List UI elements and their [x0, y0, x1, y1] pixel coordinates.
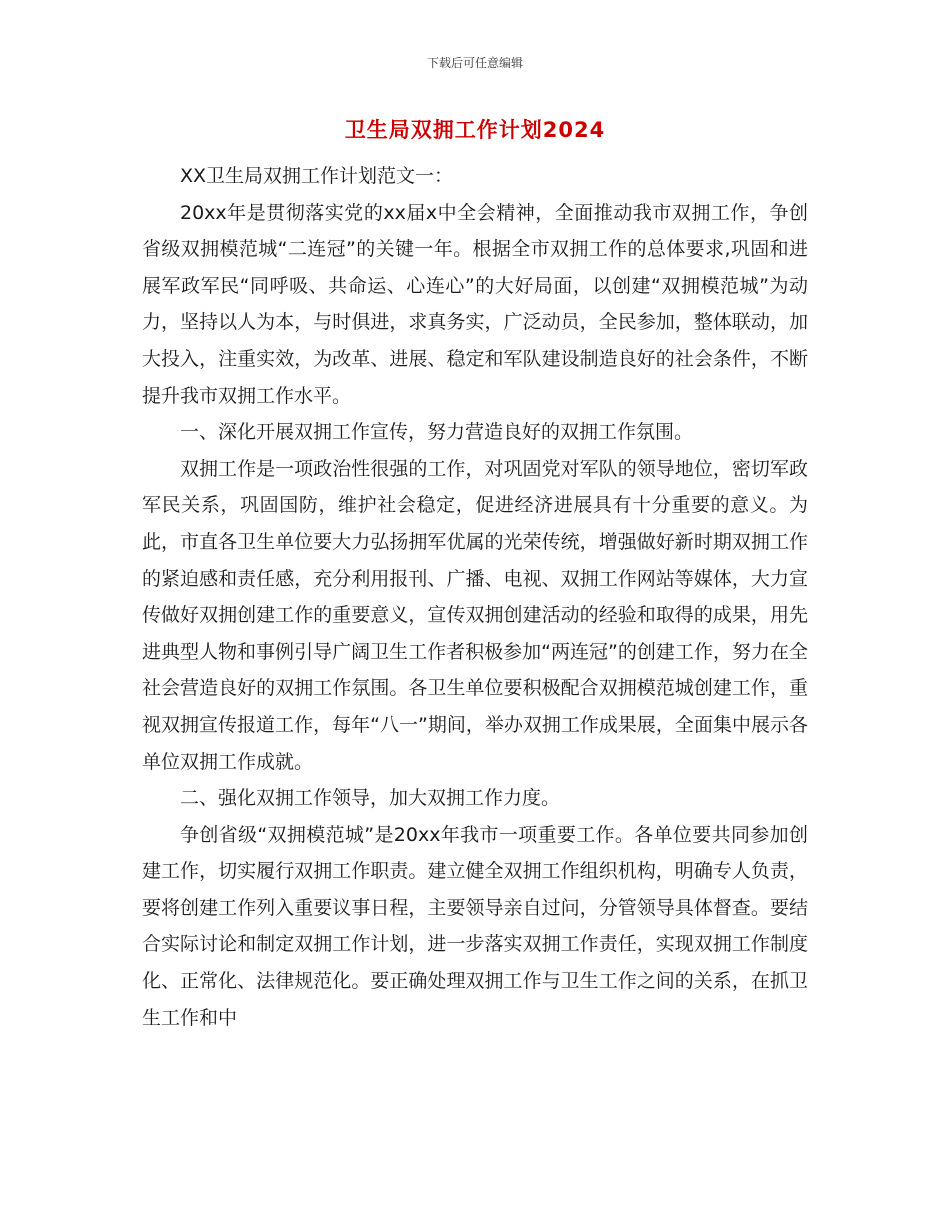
paragraph-section-1: 双拥工作是一项政治性很强的工作，对巩固党对军队的领导地位，密切军政军民关系，巩固国防，维护社会稳定，促进经济进展具有十分重要的意义。为此，市直各卫生单位要大力弘扬拥军优属的光荣传统，增强做好新时期双拥工作的紧迫感和责任感，充分利用报刊、广播、电视、双拥工作网站等媒体，大力宣传做好双拥创建工作的重要意义，宣传双拥创建活动的经验和取得的成果，用先进典型人物和事例引导广阔卫生工作者积极参加“两连冠”的创建工作，努力在全社会营造良好的双拥工作氛围。各卫生单位要积极配合双拥模范城创建工作，重视双拥宣传报道工作，每年“八一”期间，举办双拥工作成果展，全面集中展示各单位双拥工作成就。 — [142, 457, 808, 773]
section-heading-1: 一、深化开展双拥工作宣传，努力营造良好的双拥工作氛围。 — [180, 421, 694, 444]
document-title: 卫生局双拥工作计划2024 — [344, 118, 606, 142]
paragraph-overview: 20xx年是贯彻落实党的xx届x中全会精神，全面推动我市双拥工作，争创省级双拥模范城“二连冠”的关键一年。根据全市双拥工作的总体要求,巩固和进展军政军民“同呼吸、共命运、心连心”的大好局面，以创建“双拥模范城”为动力，坚持以人为本，与时俱进，求真务实，广泛动员，全民参加，整体联动，加大投入，注重实效，为改革、进展、稳定和军队建设制造良好的社会条件，不断提升我市双拥工作水平。 — [142, 201, 808, 407]
document-body — [142, 158, 808, 1036]
paragraph-intro: XX卫生局双拥工作计划范文一： — [180, 165, 454, 187]
header-note: 下载后可任意编辑 — [426, 56, 523, 70]
paragraph-section-2: 争创省级“双拥模范城”是20xx年我市一项重要工作。各单位要共同参加创建工作，切实履行双拥工作职责。建立健全双拥工作组织机构，明确专人负责，要将创建工作列入重要议事日程，主要领导亲自过问，分管领导具体督查。要结合实际讨论和制定双拥工作计划，进一步落实双拥工作责任，实现双拥工作制度化、正常化、法律规范化。要正确处理双拥工作与卫生工作之间的关系，在抓卫生工作和中 — [142, 823, 808, 1029]
section-heading-2: 二、强化双拥工作领导，加大双拥工作力度。 — [180, 787, 561, 810]
